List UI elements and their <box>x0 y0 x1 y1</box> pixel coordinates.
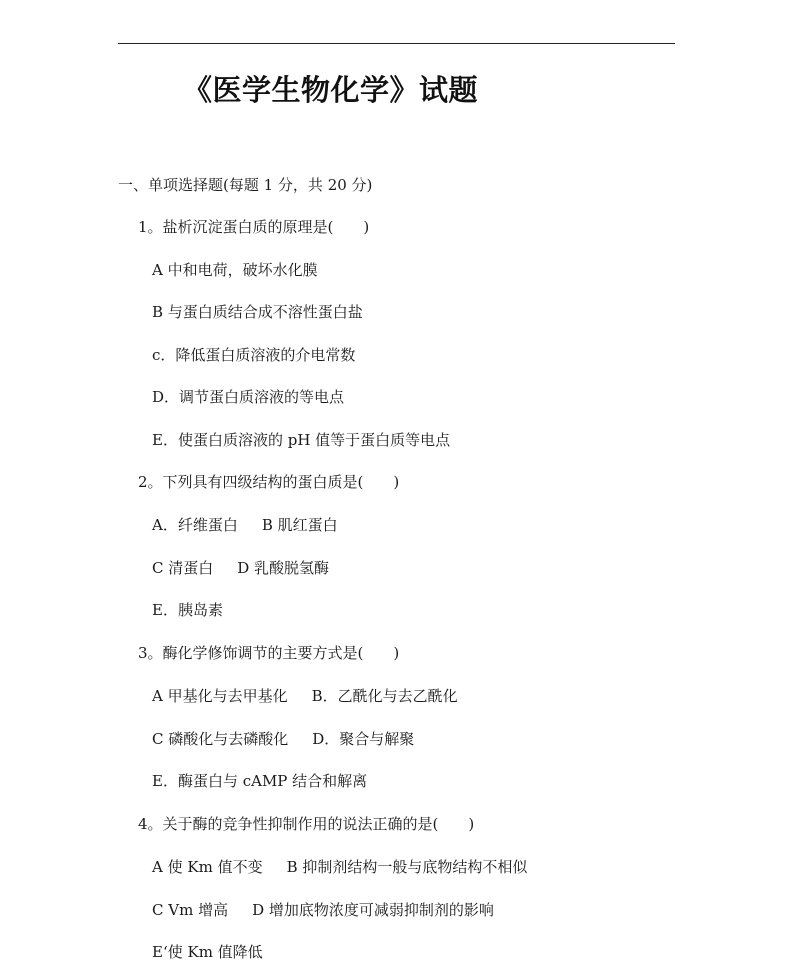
question-1-option-e: E．使蛋白质溶液的 pH 值等于蛋白质等电点 <box>152 431 451 449</box>
document-title: 《医学生物化学》试题 <box>183 73 479 107</box>
question-1-stem: 1。盐析沉淀蛋白质的原理是( ) <box>138 218 370 236</box>
question-1-option-b: B 与蛋白质结合成不溶性蛋白盐 <box>152 303 363 321</box>
question-3-stem: 3。酶化学修饰调节的主要方式是( ) <box>138 644 400 662</box>
question-2-option-c: C 清蛋白 <box>152 559 214 577</box>
question-4-option-a: A 使 Km 值不变 <box>152 858 263 876</box>
question-3-option-a: A 甲基化与去甲基化 <box>152 687 288 705</box>
question-1-option-d: D．调节蛋白质溶液的等电点 <box>152 388 345 406</box>
question-2-option-e: E．胰岛素 <box>152 601 223 619</box>
question-3-option-b: B．乙酰化与去乙酰化 <box>311 687 458 705</box>
question-1-option-c: c．降低蛋白质溶液的介电常数 <box>152 346 356 364</box>
question-4-stem: 4。关于酶的竞争性抑制作用的说法正确的是( ) <box>138 815 475 833</box>
section-heading: 一、单项选择题(每题 1 分，共 20 分) <box>118 176 373 194</box>
question-2-options-row-1 <box>152 515 338 535</box>
question-4-options-row-1 <box>152 857 527 877</box>
question-2-option-b: B 肌红蛋白 <box>261 516 338 534</box>
question-4-option-e: E‘使 Km 值降低 <box>152 943 263 961</box>
question-4-options-row-2 <box>152 900 494 920</box>
question-3-option-d: D．聚合与解聚 <box>312 730 415 748</box>
question-2-option-d: D 乳酸脱氢酶 <box>237 559 330 577</box>
top-rule <box>118 43 675 44</box>
question-4-option-c: C Vm 增高 <box>152 901 229 919</box>
question-1-option-a: A 中和电荷，破坏水化膜 <box>152 261 318 279</box>
question-3-option-c: C 磷酸化与去磷酸化 <box>152 730 289 748</box>
question-2-stem: 2。下列具有四级结构的蛋白质是( ) <box>138 473 400 491</box>
question-2-options-row-2 <box>152 558 329 578</box>
question-4-option-d: D 增加底物浓度可减弱抑制剂的影响 <box>252 901 494 919</box>
question-3-options-row-1 <box>152 686 458 706</box>
question-3-option-e: E．酶蛋白与 cAMP 结合和解离 <box>152 772 368 790</box>
question-4-option-b: B 抑制剂结构一般与底物结构不相似 <box>286 858 528 876</box>
question-2-option-a: A．纤维蛋白 <box>152 516 238 534</box>
question-3-options-row-2 <box>152 729 414 749</box>
